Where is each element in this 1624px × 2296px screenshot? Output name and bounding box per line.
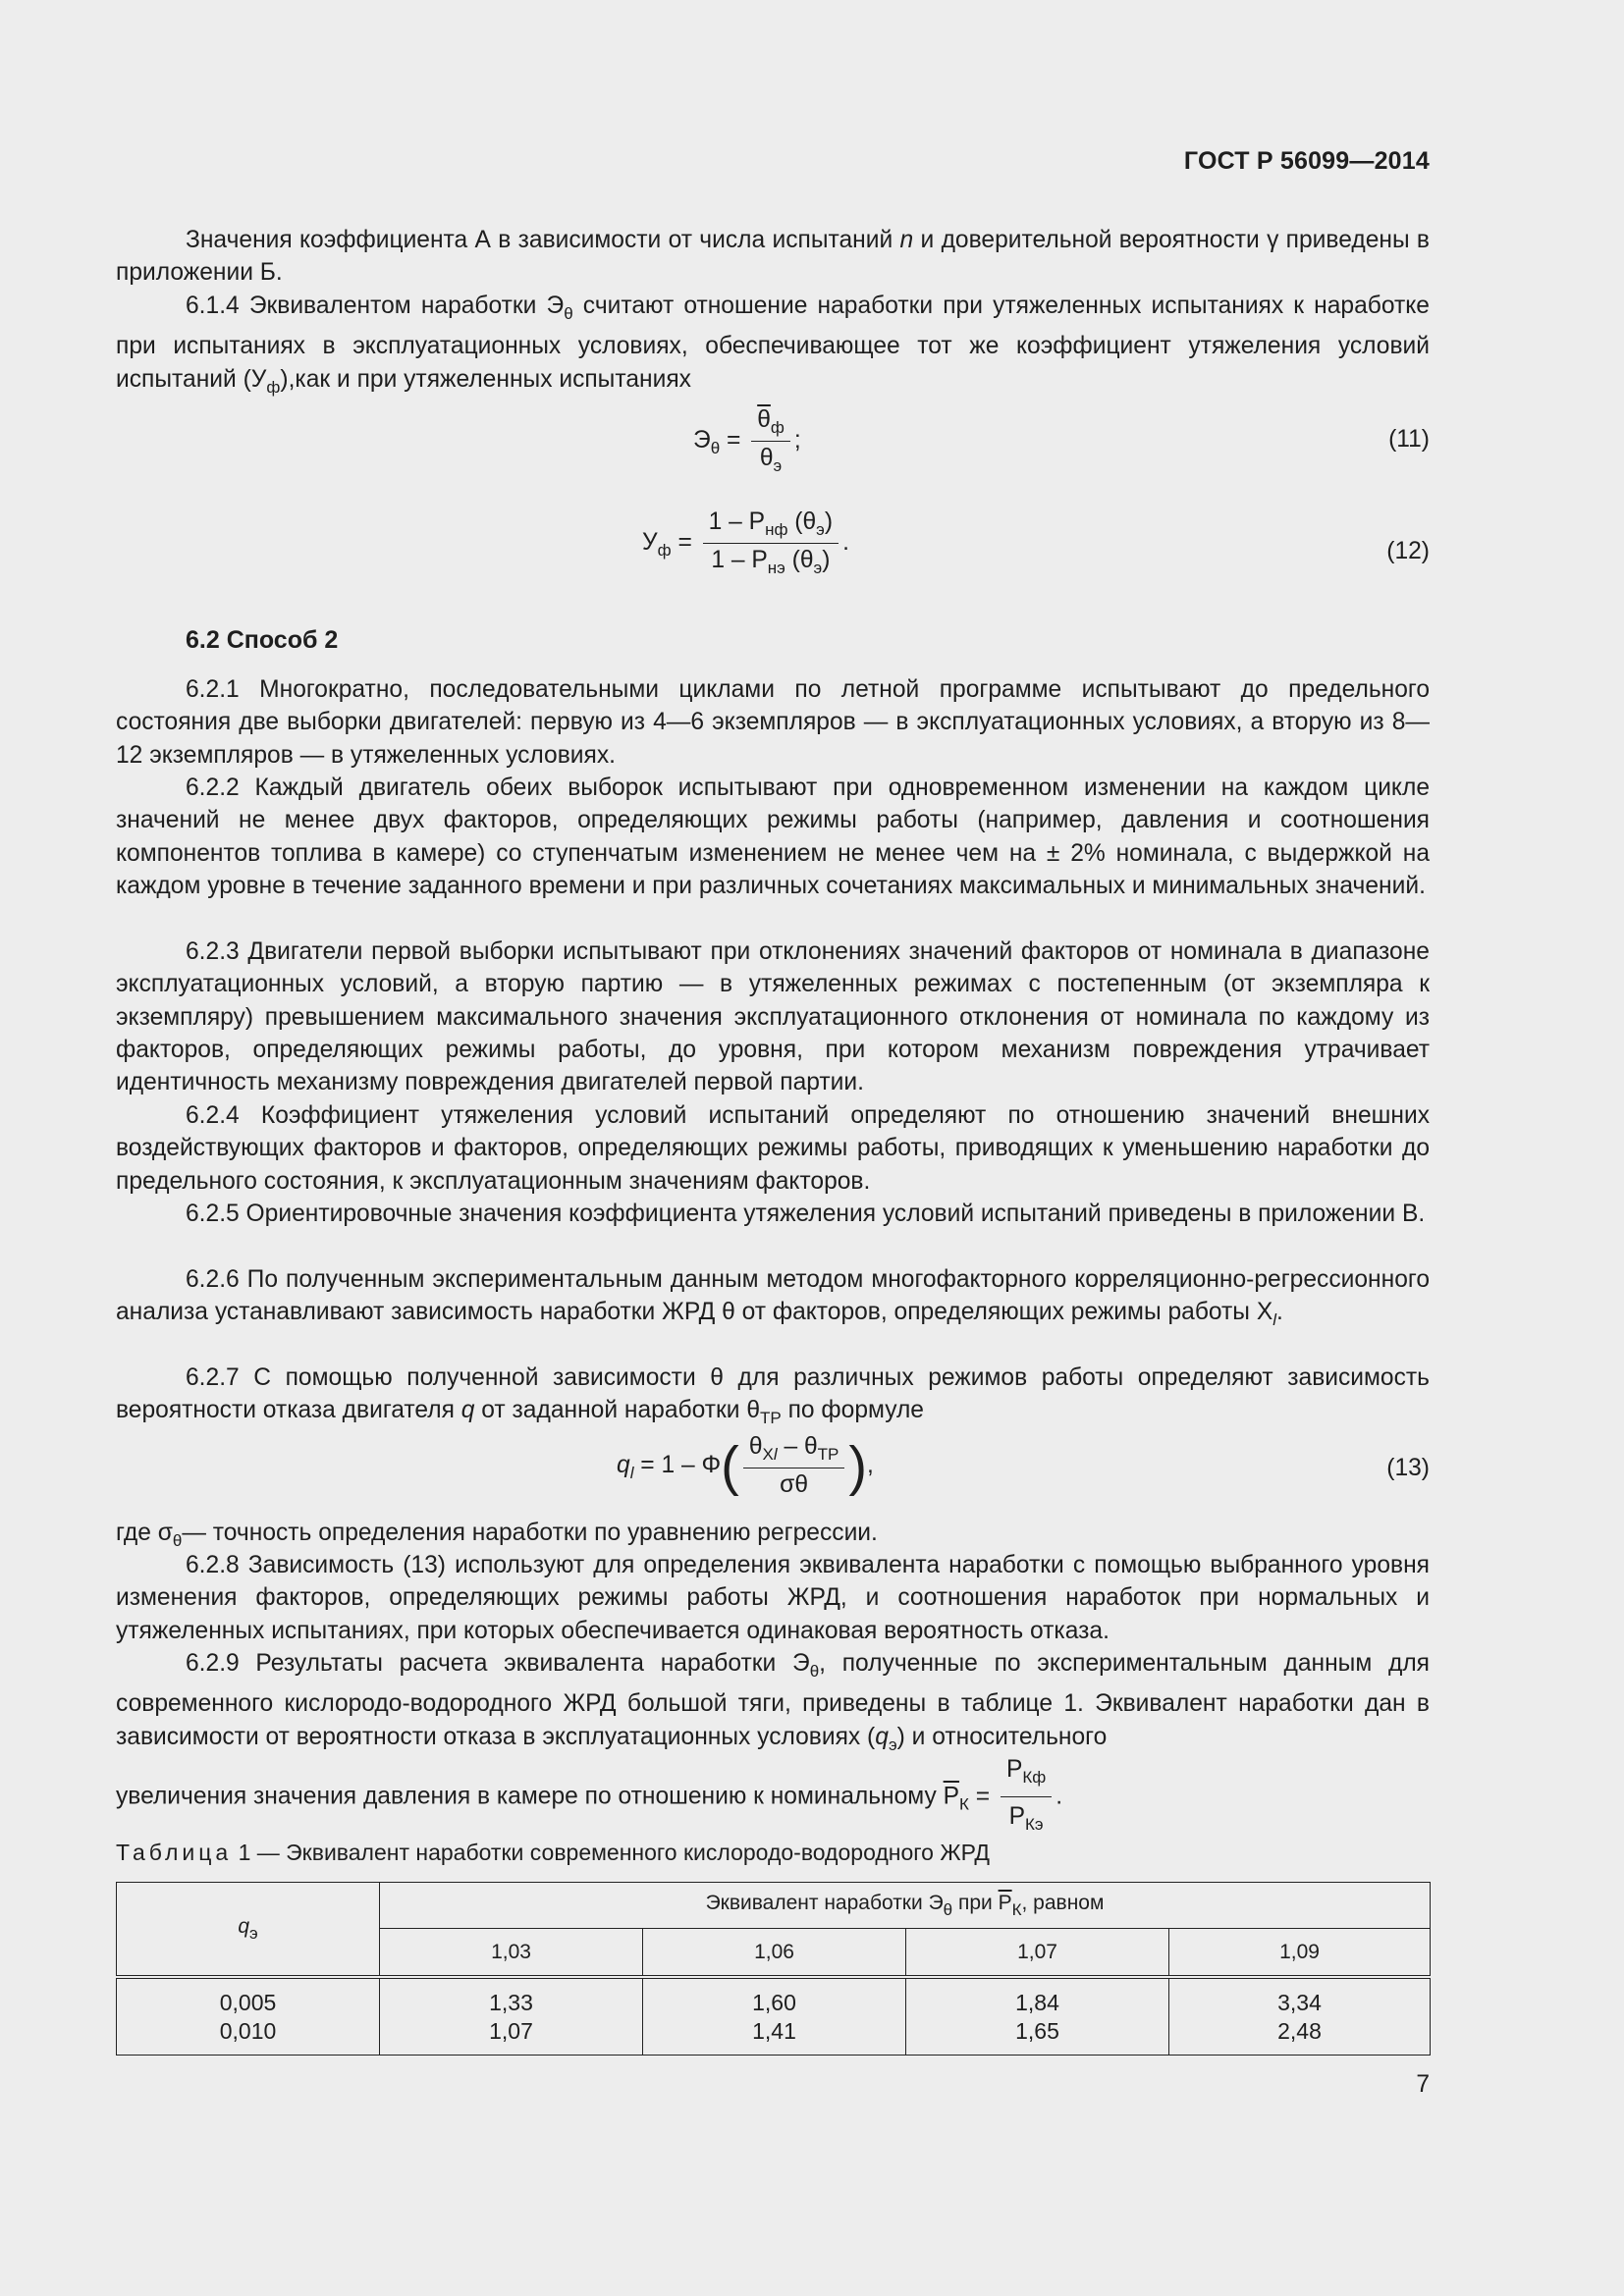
page-number: 7 [1416, 2071, 1430, 2098]
table-cell: 1,84 1,65 [906, 1977, 1169, 2056]
equation-11: $Э_\theta$ = $\frac{\overline{\theta}_ф}{\theta_э}$ ; [693, 406, 801, 475]
paragraph-6-2-2: 6.2.2 Каждый двигатель обеих выборок испытывают при одновременном изменении на каждом цикле значений не менее двух факторов, определяющих режимы работы (например, давления и соотношения компонентов топлива в камере) со ступенчатым изменением не менее чем на ± 2% номинала, с выдержкой на каждом уровне в течение заданного времени и при различных сочетаниях максимальных и минимальных значений. [116, 774, 1430, 899]
group-header: Эквивалент наработки $Э_\theta$ при $\overline{P}_К$, равном [380, 1883, 1431, 1929]
equation-number-11: (11) [1388, 426, 1430, 453]
paragraph-coefficient-a: Значения коэффициента А в зависимости от числа испытаний n и доверительной вероятности γ приведены в приложении Б. [116, 227, 1430, 287]
table-cell: 1,33 1,07 [380, 1977, 643, 2056]
column-header: 1,03 [380, 1929, 643, 1978]
table-cell-q: 0,005 0,010 [117, 1977, 380, 2056]
paragraph-where: где $\sigma_\theta—$ точность определения наработки по уравнению регрессии. [116, 1520, 878, 1550]
paragraph-6-2-8: 6.2.8 Зависимость (13) используют для определения эквивалента наработки с помощью выбранного уровня изменения факторов, определяющих режимы работы ЖРД, и соотношения наработок при нормальных и утяжеленных испытаниях, при которых обеспечивается одинаковая вероятность отказа. [116, 1552, 1430, 1644]
paragraph-6-2-4: 6.2.4 Коэффициент утяжеления условий испытаний определяют по отношению значений внешних воздействующих факторов и факторов, определяющих режимы работы, приводящих к уменьшению наработки до предельного состояния, к эксплуатационным значениям факторов. [116, 1102, 1430, 1195]
column-header: 1,09 [1169, 1929, 1431, 1978]
document-header: ГОСТ Р 56099—2014 [1183, 147, 1430, 175]
section-title-6-2: 6.2 Способ 2 [186, 626, 339, 654]
equivalent-table [116, 1882, 1431, 2056]
paragraph-6-2-1: 6.2.1 Многократно, последовательными циклами по летной программе испытывают до предельного состояния две выборки двигателей: первую из 4—6 экземпляров — в эксплуатационных условиях, а вторую из 8—12 экземпляров — в утяжеленных условиях. [116, 676, 1430, 769]
table-row [117, 1977, 1431, 2056]
table-caption: Таблица 1 — Эквивалент наработки современного кислородо-водородного ЖРД [116, 1840, 990, 1865]
equation-12: $У_ф$ = $\frac{1 - P_{нф} (\theta_э)}{1 - P_{нэ} (\theta_э)}$ . [642, 508, 849, 577]
equation-13: $q_l = 1 - \Phi$( $\frac{\theta_{Xl} - \theta_{ТР}}{\sigma\theta}$ ), [617, 1433, 874, 1498]
equation-number-12: (12) [1386, 538, 1430, 564]
paragraph-6-2-7: 6.2.7 С помощью полученной зависимости θ для различных режимов работы определяют зависимость вероятности отказа двигателя q от заданной наработки $\theta_{ТР}$ по формуле [116, 1364, 1430, 1428]
paragraph-6-2-6: 6.2.6 По полученным экспериментальным данным методом многофакторного корреляционно-регрессионного анализа устанавливают зависимость наработки ЖРД θ от факторов, определяющих режимы работы $X_l$. [116, 1266, 1430, 1330]
paragraph-6-1-4: 6.1.4 Эквивалентом наработки $Э_\theta$ считают отношение наработки при утяжеленных испытаниях к наработке при испытаниях в эксплуатационных условиях, обеспечивающее тот же коэффициент утяжеления условий испытаний $(У_ф),как$ и при утяжеленных испытаниях [116, 293, 1430, 397]
column-header-q: $q_э$ [117, 1883, 380, 1978]
paragraph-6-2-9: 6.2.9 Результаты расчета эквивалента наработки $Э_\theta$, полученные по экспериментальным данным для современного кислородо-водородного ЖРД большой тяги, приведены в таблице 1. Эквивалент наработки дан в зависимости от вероятности отказа в эксплуатационных условиях $(q_э)$ и относительного [116, 1650, 1430, 1754]
paragraph-6-2-9-formula: увеличения значения давления в камере по отношению к номинальному $\overline{P}_К$ = $\frac{P_{Кф}}{P_{Кэ}}$ . [116, 1753, 1430, 1842]
column-header: 1,07 [906, 1929, 1169, 1978]
table-cell: 3,34 2,48 [1169, 1977, 1431, 2056]
table-cell: 1,60 1,41 [643, 1977, 906, 2056]
equation-number-13: (13) [1386, 1455, 1430, 1481]
paragraph-6-2-5: 6.2.5 Ориентировочные значения коэффициента утяжеления условий испытаний приведены в приложении В. [186, 1201, 1426, 1227]
column-header: 1,06 [643, 1929, 906, 1978]
paragraph-6-2-3: 6.2.3 Двигатели первой выборки испытывают при отклонениях значений факторов от номинала в диапазоне эксплуатационных условий, а вторую партию — в утяжеленных режимах с постепенным (от экземпляра к экземпляру) превышением максимального значения эксплуатационного отклонения от номинала по каждому из факторов, определяющих режимы работы, до уровня, при котором механизм повреждения утрачивает идентичность механизму повреждения двигателей первой партии. [116, 938, 1430, 1096]
